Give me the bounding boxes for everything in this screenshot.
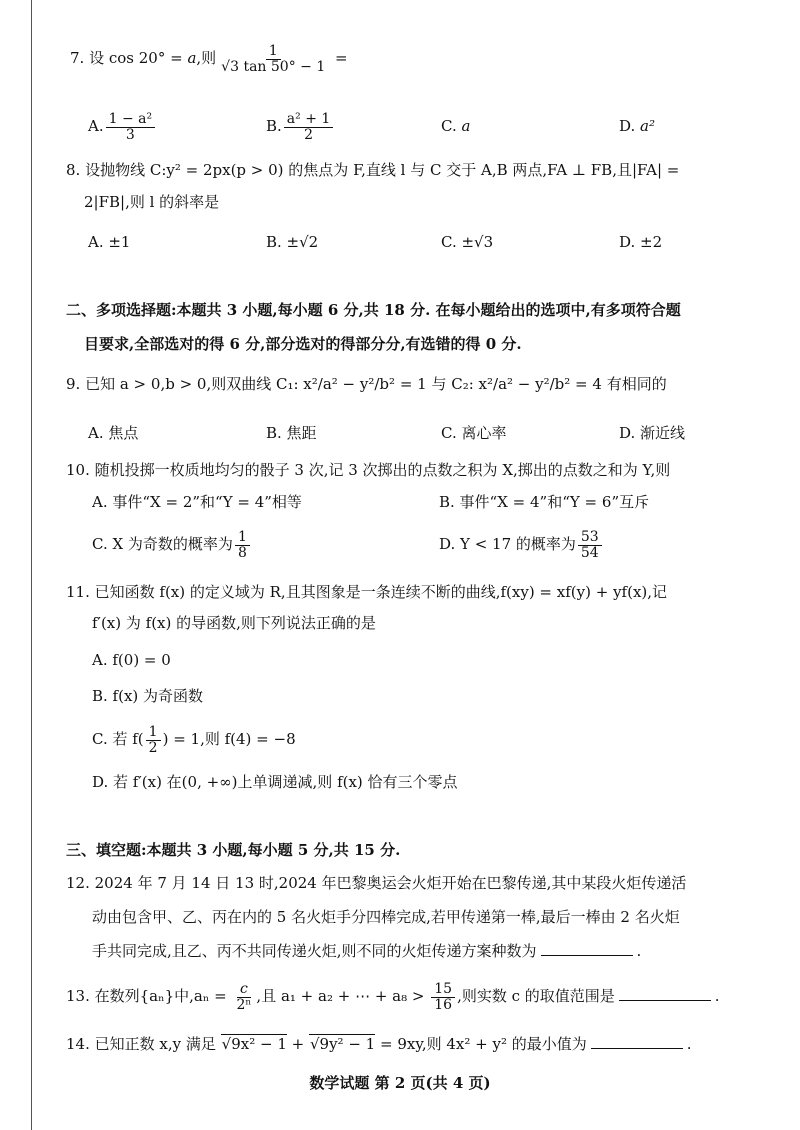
q7-option-b-key: B. xyxy=(266,117,282,136)
q12-end-mark: . xyxy=(636,942,642,960)
q8-option-d: D. ±2 xyxy=(619,233,663,251)
q11-option-c-den: 2 xyxy=(148,739,158,756)
q7-option-d-key: D. xyxy=(619,117,636,135)
q7-option-b-den: 2 xyxy=(304,126,313,143)
q7-option-d-text: a² xyxy=(640,117,656,135)
q11-option-c-fraction xyxy=(146,725,161,755)
question-13 xyxy=(66,982,720,1012)
q11-option-c-num: 1 xyxy=(146,725,161,741)
q12-line3-text: 手共同完成,且乙、丙不共同传递火炬,则不同的火炬传递方案种数为 xyxy=(92,942,537,960)
q10-option-c-den: 8 xyxy=(237,544,247,561)
q10-option-c-num: 1 xyxy=(235,530,250,546)
q13-end-mark: . xyxy=(714,987,720,1006)
q14-answer-blank[interactable] xyxy=(591,1032,683,1049)
q13-frac2-den: 16 xyxy=(434,996,453,1013)
q13-mid: ,且 a₁ + a₂ + ⋯ + a₈ > xyxy=(256,987,430,1006)
q7-option-b-num: a² + 1 xyxy=(284,112,334,128)
q14-radical-1: √9x² − 1 xyxy=(221,1035,287,1053)
q14-end-mark: . xyxy=(686,1035,692,1053)
q7-var-a: a xyxy=(187,49,197,68)
q10-option-d-den: 54 xyxy=(580,544,599,561)
q7-option-b xyxy=(266,112,335,142)
binding-margin-line xyxy=(31,0,32,1130)
q7-frac-den: √3 tan 50° − 1 xyxy=(221,58,326,75)
question-8-line1: 8. 设抛物线 C:y² = 2px(p > 0) 的焦点为 F,直线 l 与 C 交于 A,B 两点,FA ⊥ FB,且|FA| = xyxy=(66,161,680,179)
q10-option-b: B. 事件“X = 4”和“Y = 6”互斥 xyxy=(439,493,650,511)
q13-frac1-num: c xyxy=(237,982,251,998)
q7-option-c-key: C. xyxy=(441,117,457,135)
q7-stem-prefix: 7. 设 cos 20° = xyxy=(70,49,188,68)
question-12-line1: 12. 2024 年 7 月 14 日 13 时,2024 年巴黎奥运会火炬开始在巴黎传递,其中某段火炬传递活 xyxy=(66,874,687,892)
q11-option-a: A. f(0) = 0 xyxy=(92,651,171,669)
q14-pre: 14. 已知正数 x,y 满足 xyxy=(66,1035,221,1053)
q14-radical-2: √9y² − 1 xyxy=(309,1035,376,1053)
q9-option-c: C. 离心率 xyxy=(441,424,507,442)
question-9-stem: 9. 已知 a > 0,b > 0,则双曲线 C₁: x²/a² − y²/b² = 1 与 C₂: x²/a² − y²/b² = 4 有相同的 xyxy=(66,375,667,393)
q9-option-d: D. 渐近线 xyxy=(619,424,686,442)
q10-option-d xyxy=(439,530,604,560)
question-11-line1: 11. 已知函数 f(x) 的定义域为 R,且其图象是一条连续不断的曲线,f(xy) = xf(y) + yf(x),记 xyxy=(66,583,668,601)
section-2-heading-line2: 目要求,全部选对的得 6 分,部分选对的得部分分,有选错的得 0 分. xyxy=(84,335,522,353)
q7-option-a xyxy=(88,112,157,142)
q8-option-c: C. ±√3 xyxy=(441,233,494,251)
q10-option-d-fraction xyxy=(578,530,602,560)
q7-option-a-den: 3 xyxy=(125,126,135,143)
q7-option-a-num: 1 − a² xyxy=(106,112,156,128)
question-11-line2: f′(x) 为 f(x) 的导函数,则下列说法正确的是 xyxy=(92,614,376,632)
question-8-line2: 2|FB|,则 l 的斜率是 xyxy=(84,193,220,211)
q10-option-a: A. 事件“X = 2”和“Y = 4”相等 xyxy=(92,493,302,511)
q11-option-b: B. f(x) 为奇函数 xyxy=(92,687,204,705)
q7-option-d xyxy=(619,114,655,138)
question-10-stem: 10. 随机投掷一枚质地均匀的骰子 3 次,记 3 次掷出的点数之积为 X,掷出的点数之和为 Y,则 xyxy=(66,461,671,479)
q10-option-c xyxy=(92,530,252,560)
q8-option-a: A. ±1 xyxy=(88,233,131,251)
q11-option-c-pre: C. 若 f( xyxy=(92,730,144,749)
section-2-heading-line1: 二、多项选择题:本题共 3 小题,每小题 6 分,共 18 分. 在每小题给出的选项中,有多项符合题 xyxy=(66,301,681,319)
question-12-line3 xyxy=(92,939,641,963)
q13-answer-blank[interactable] xyxy=(619,984,711,1001)
q7-fraction xyxy=(218,44,328,74)
q7-option-a-fraction xyxy=(106,112,156,142)
page-footer: 数学试题 第 2 页(共 4 页) xyxy=(309,1074,491,1092)
q10-option-c-text: C. X 为奇数的概率为 xyxy=(92,535,233,554)
q13-post: ,则实数 c 的取值范围是 xyxy=(457,987,615,1006)
q13-frac2-num: 15 xyxy=(431,982,455,998)
q7-option-b-fraction xyxy=(284,112,334,142)
q7-option-a-key: A. xyxy=(88,117,104,136)
question-7-stem xyxy=(70,44,348,74)
q7-option-c xyxy=(441,114,470,138)
q7-stem-end: = xyxy=(330,49,348,68)
question-12-line2: 动由包含甲、乙、丙在内的 5 名火炬手分四棒完成,若甲传递第一棒,最后一棒由 2 名火炬 xyxy=(92,908,680,926)
q7-option-c-text: a xyxy=(461,117,471,135)
q13-pre: 13. 在数列{aₙ}中,aₙ = xyxy=(66,987,232,1006)
q14-plus: + xyxy=(286,1035,309,1053)
q11-option-c-post: ) = 1,则 f(4) = −8 xyxy=(162,730,296,749)
q10-option-d-text: D. Y < 17 的概率为 xyxy=(439,535,576,554)
q14-post: = 9xy,则 4x² + y² 的最小值为 xyxy=(375,1035,587,1053)
q9-option-b: B. 焦距 xyxy=(266,424,317,442)
section-3-heading: 三、填空题:本题共 3 小题,每小题 5 分,共 15 分. xyxy=(66,841,401,859)
q12-answer-blank[interactable] xyxy=(541,939,633,956)
q7-stem-mid: ,则 xyxy=(196,49,217,68)
q7-frac-num: 1 xyxy=(266,44,281,60)
q13-fraction-1 xyxy=(233,982,254,1012)
q10-option-d-num: 53 xyxy=(578,530,602,546)
q8-option-b: B. ±√2 xyxy=(266,233,319,251)
q11-option-c xyxy=(92,725,296,755)
q10-option-c-fraction xyxy=(235,530,250,560)
q11-option-d: D. 若 f′(x) 在(0, +∞)上单调递减,则 f(x) 恰有三个零点 xyxy=(92,773,458,791)
question-14 xyxy=(66,1032,692,1056)
q13-fraction-2 xyxy=(431,982,455,1012)
q13-frac1-den: 2ⁿ xyxy=(236,996,252,1013)
q9-option-a: A. 焦点 xyxy=(88,424,139,442)
